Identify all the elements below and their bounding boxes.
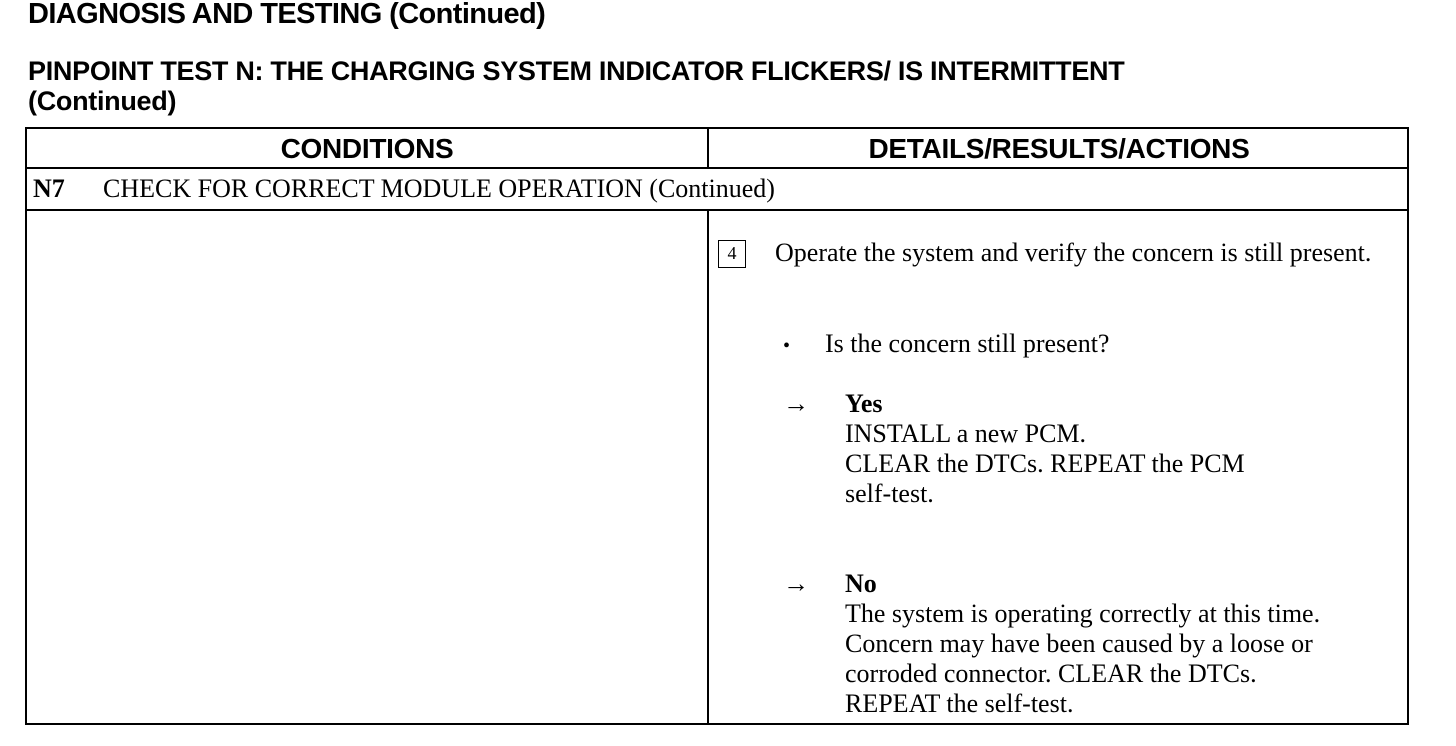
substep-instruction: Operate the system and verify the concern is still present. (775, 238, 1372, 267)
yes-action-line: CLEAR the DTCs. REPEAT the PCM (845, 449, 1245, 478)
substep-question: Is the concern still present? (825, 329, 1110, 358)
yes-actions (845, 419, 1405, 509)
step-number: N7 (33, 174, 65, 203)
conditions-header: CONDITIONS (280, 133, 454, 164)
step-title: CHECK FOR CORRECT MODULE OPERATION (Continued) (103, 174, 775, 203)
details-header: DETAILS/RESULTS/ACTIONS (868, 133, 1250, 164)
table-header-row (27, 129, 1407, 169)
no-actions (845, 599, 1405, 719)
pinpoint-test-title-line: PINPOINT TEST N: THE CHARGING SYSTEM INDICATOR FLICKERS/ IS INTERMITTENT (28, 56, 1125, 86)
yes-label: Yes (845, 389, 883, 418)
conditions-cell (27, 211, 707, 725)
yes-action-line: INSTALL a new PCM. (845, 419, 1087, 448)
right-arrow-icon: → (783, 569, 809, 598)
no-action-line: Concern may have been caused by a loose or (845, 629, 1313, 658)
step-row (27, 169, 1407, 211)
yes-action-line: self-test. (845, 479, 934, 508)
diagnostic-table (25, 127, 1409, 725)
no-action-line: REPEAT the self-test. (845, 689, 1074, 718)
bullet-icon: • (783, 335, 791, 357)
no-action-line: The system is operating correctly at this time. (845, 599, 1321, 628)
no-action-line: corroded connector. CLEAR the DTCs. (845, 659, 1257, 688)
page-title: DIAGNOSIS AND TESTING (Continued) (28, 0, 546, 30)
details-cell (709, 211, 1409, 725)
pinpoint-test-title-line: (Continued) (28, 86, 177, 116)
substep-number-box: 4 (718, 240, 746, 268)
pinpoint-test-title (28, 56, 1348, 116)
right-arrow-icon: → (783, 389, 809, 418)
no-label: No (845, 569, 877, 598)
